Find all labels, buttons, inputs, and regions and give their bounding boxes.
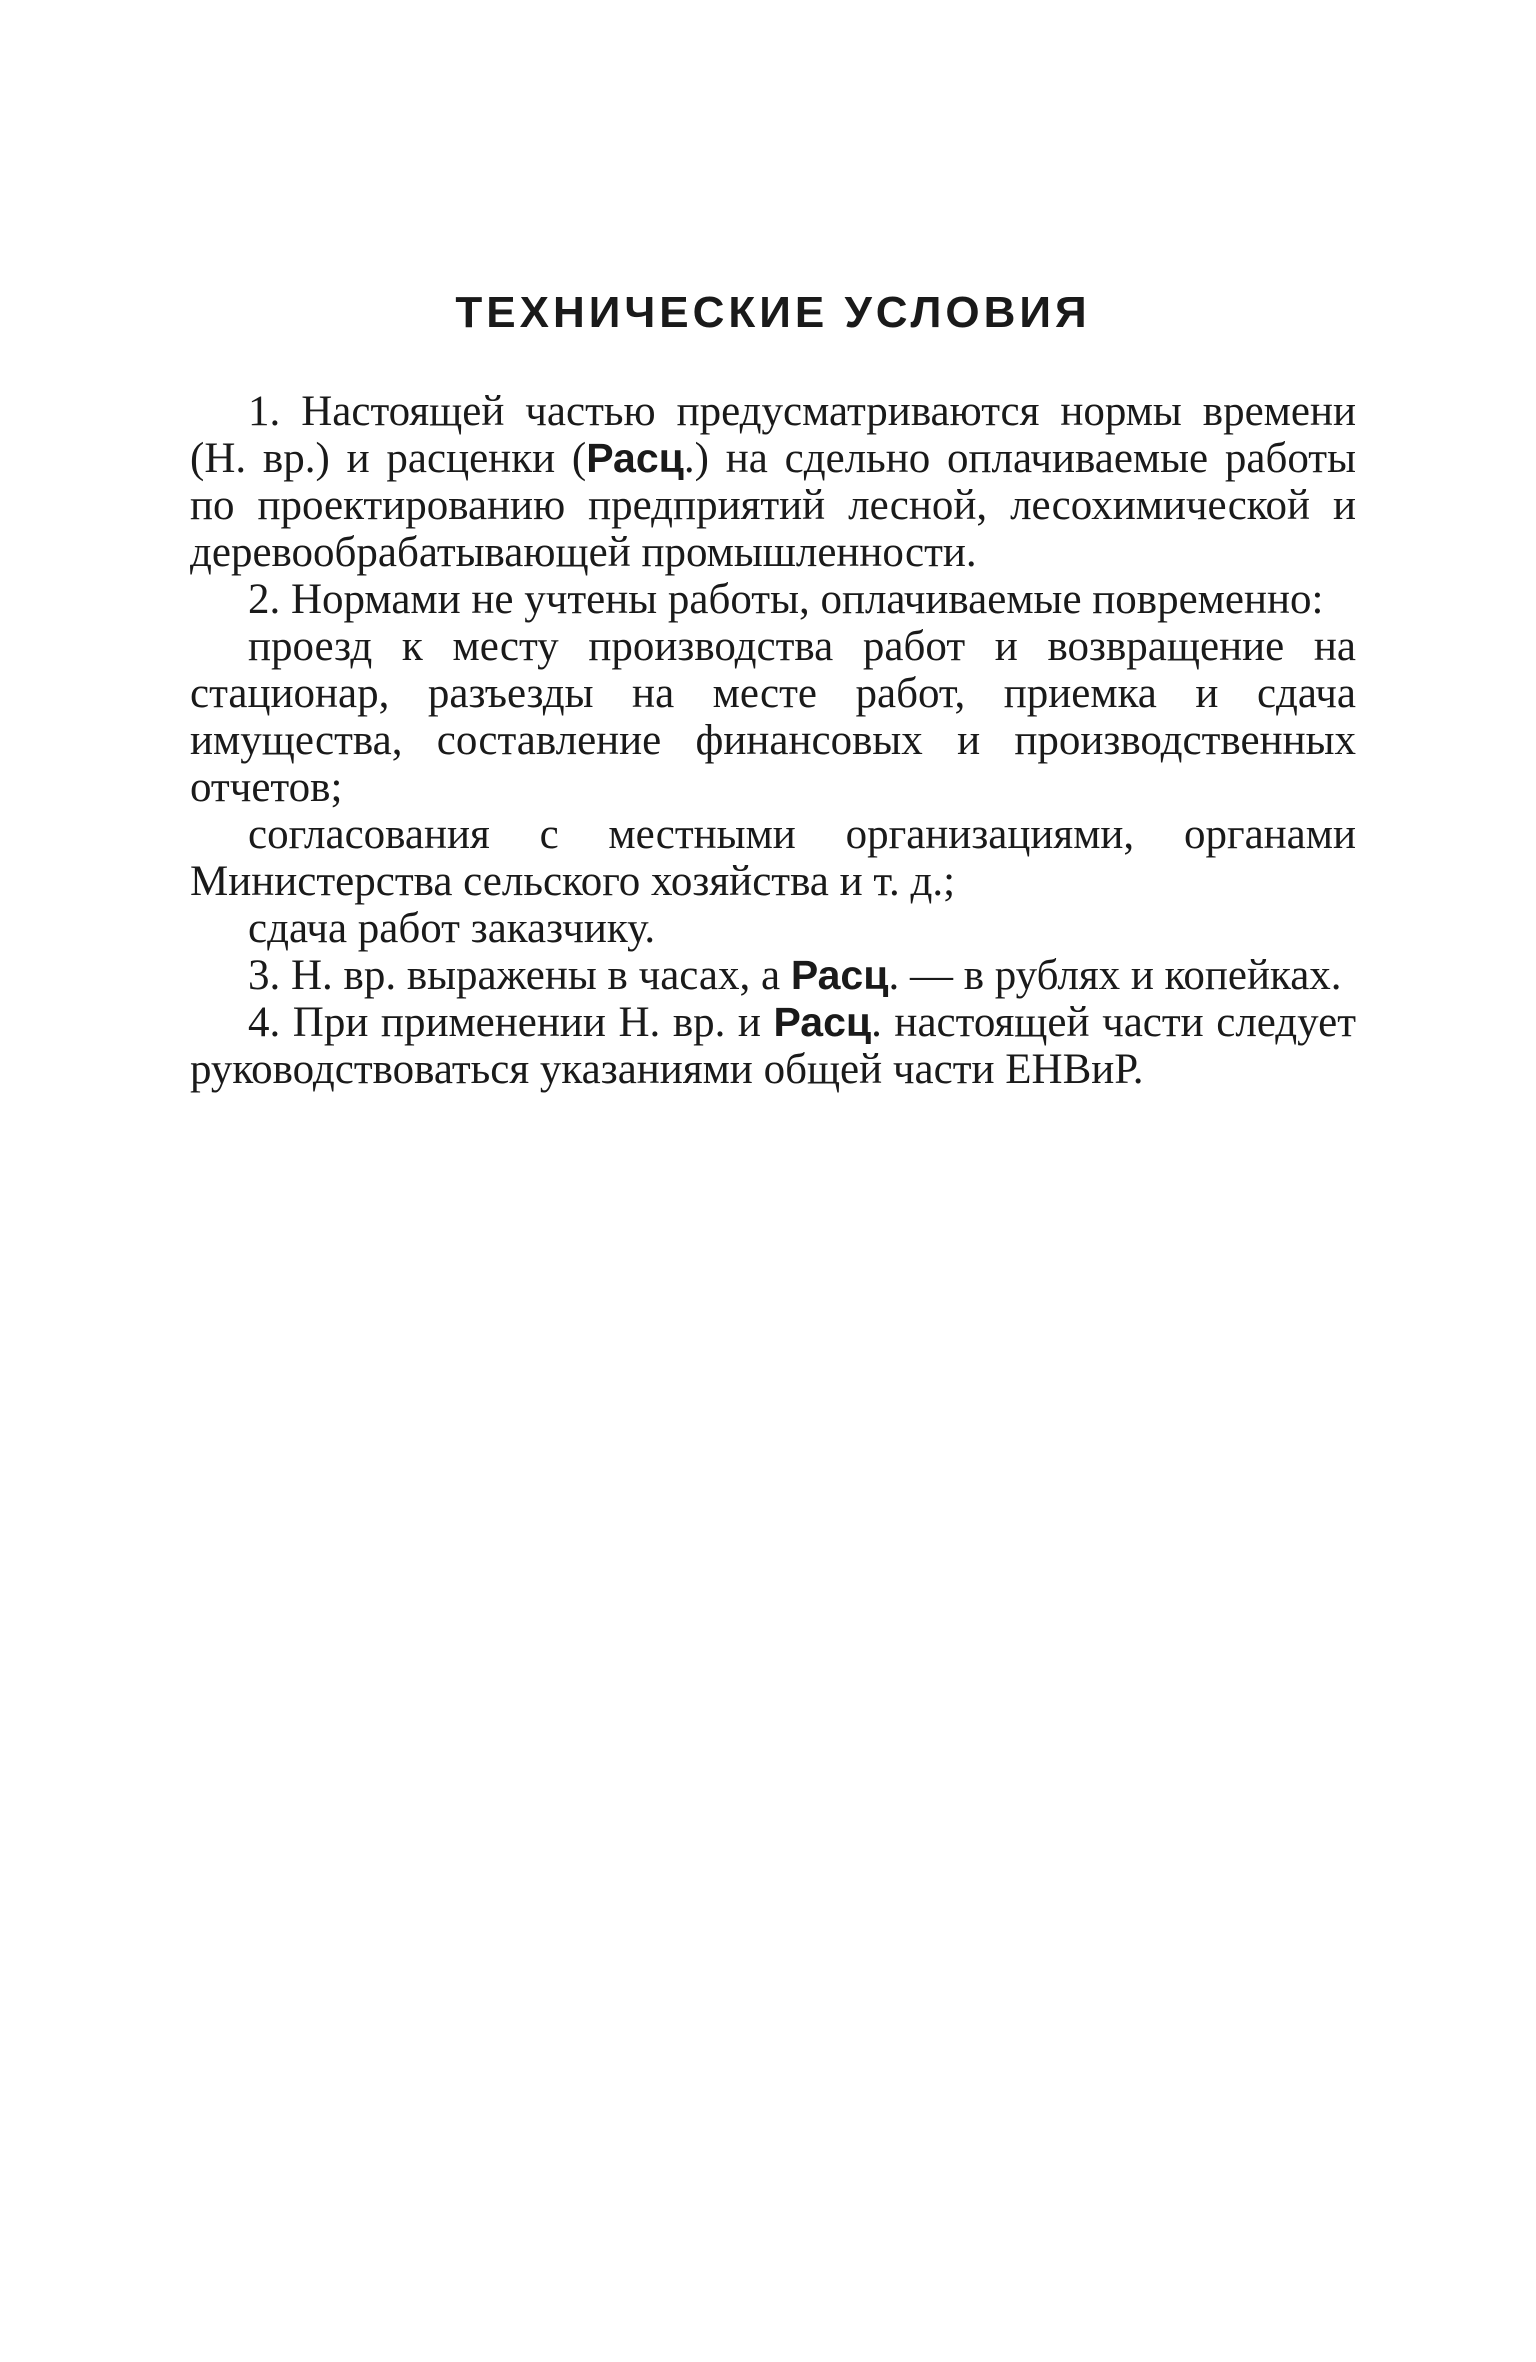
paragraph-1 [190,388,1356,576]
paragraph-2-item-1: проезд к месту производства работ и возвращение на стационар, разъезды на месте работ, приемка и сдача имущества, составление финансовых и производственных отчетов; [190,623,1356,811]
paragraph-3-text-b: . — в рублях и копейках. [888,952,1342,999]
section-title: ТЕХНИЧЕСКИЕ УСЛОВИЯ [455,288,1091,337]
paragraph-1-text-a: 1. Настоящей частью предусматриваются нормы времени (Н. вр.) и расценки ( [190,388,1356,482]
paragraph-4 [190,999,1356,1093]
paragraph-4-bold-abbrev: Расц [773,999,872,1045]
paragraph-4-text-a: 4. При применении Н. вр. и [248,999,774,1046]
paragraph-4-text-b: . настоящей части следует руководствоваться указаниями общей части ЕНВиР. [190,999,1356,1093]
paragraph-3-bold-abbrev: Расц [790,952,889,998]
paragraph-2: 2. Нормами не учтены работы, оплачиваемые повременно: [248,576,1324,623]
paragraph-1-text-b: .) на сдельно оплачиваемые работы по проектированию предприятий лесной, лесохимической и деревообрабатывающей промышленности. [190,435,1356,576]
paragraph-2-item-3: сдача работ заказчику. [248,905,656,952]
paragraph-2-item-2: согласования с местными организациями, органами Министерства сельского хозяйства и т. д.; [190,811,1356,905]
paragraph-3 [190,952,1356,999]
body-text [190,388,1356,1093]
paragraph-3-text-a: 3. Н. вр. выражены в часах, а [248,952,791,999]
paragraph-1-bold-abbrev: Расц [586,435,684,481]
